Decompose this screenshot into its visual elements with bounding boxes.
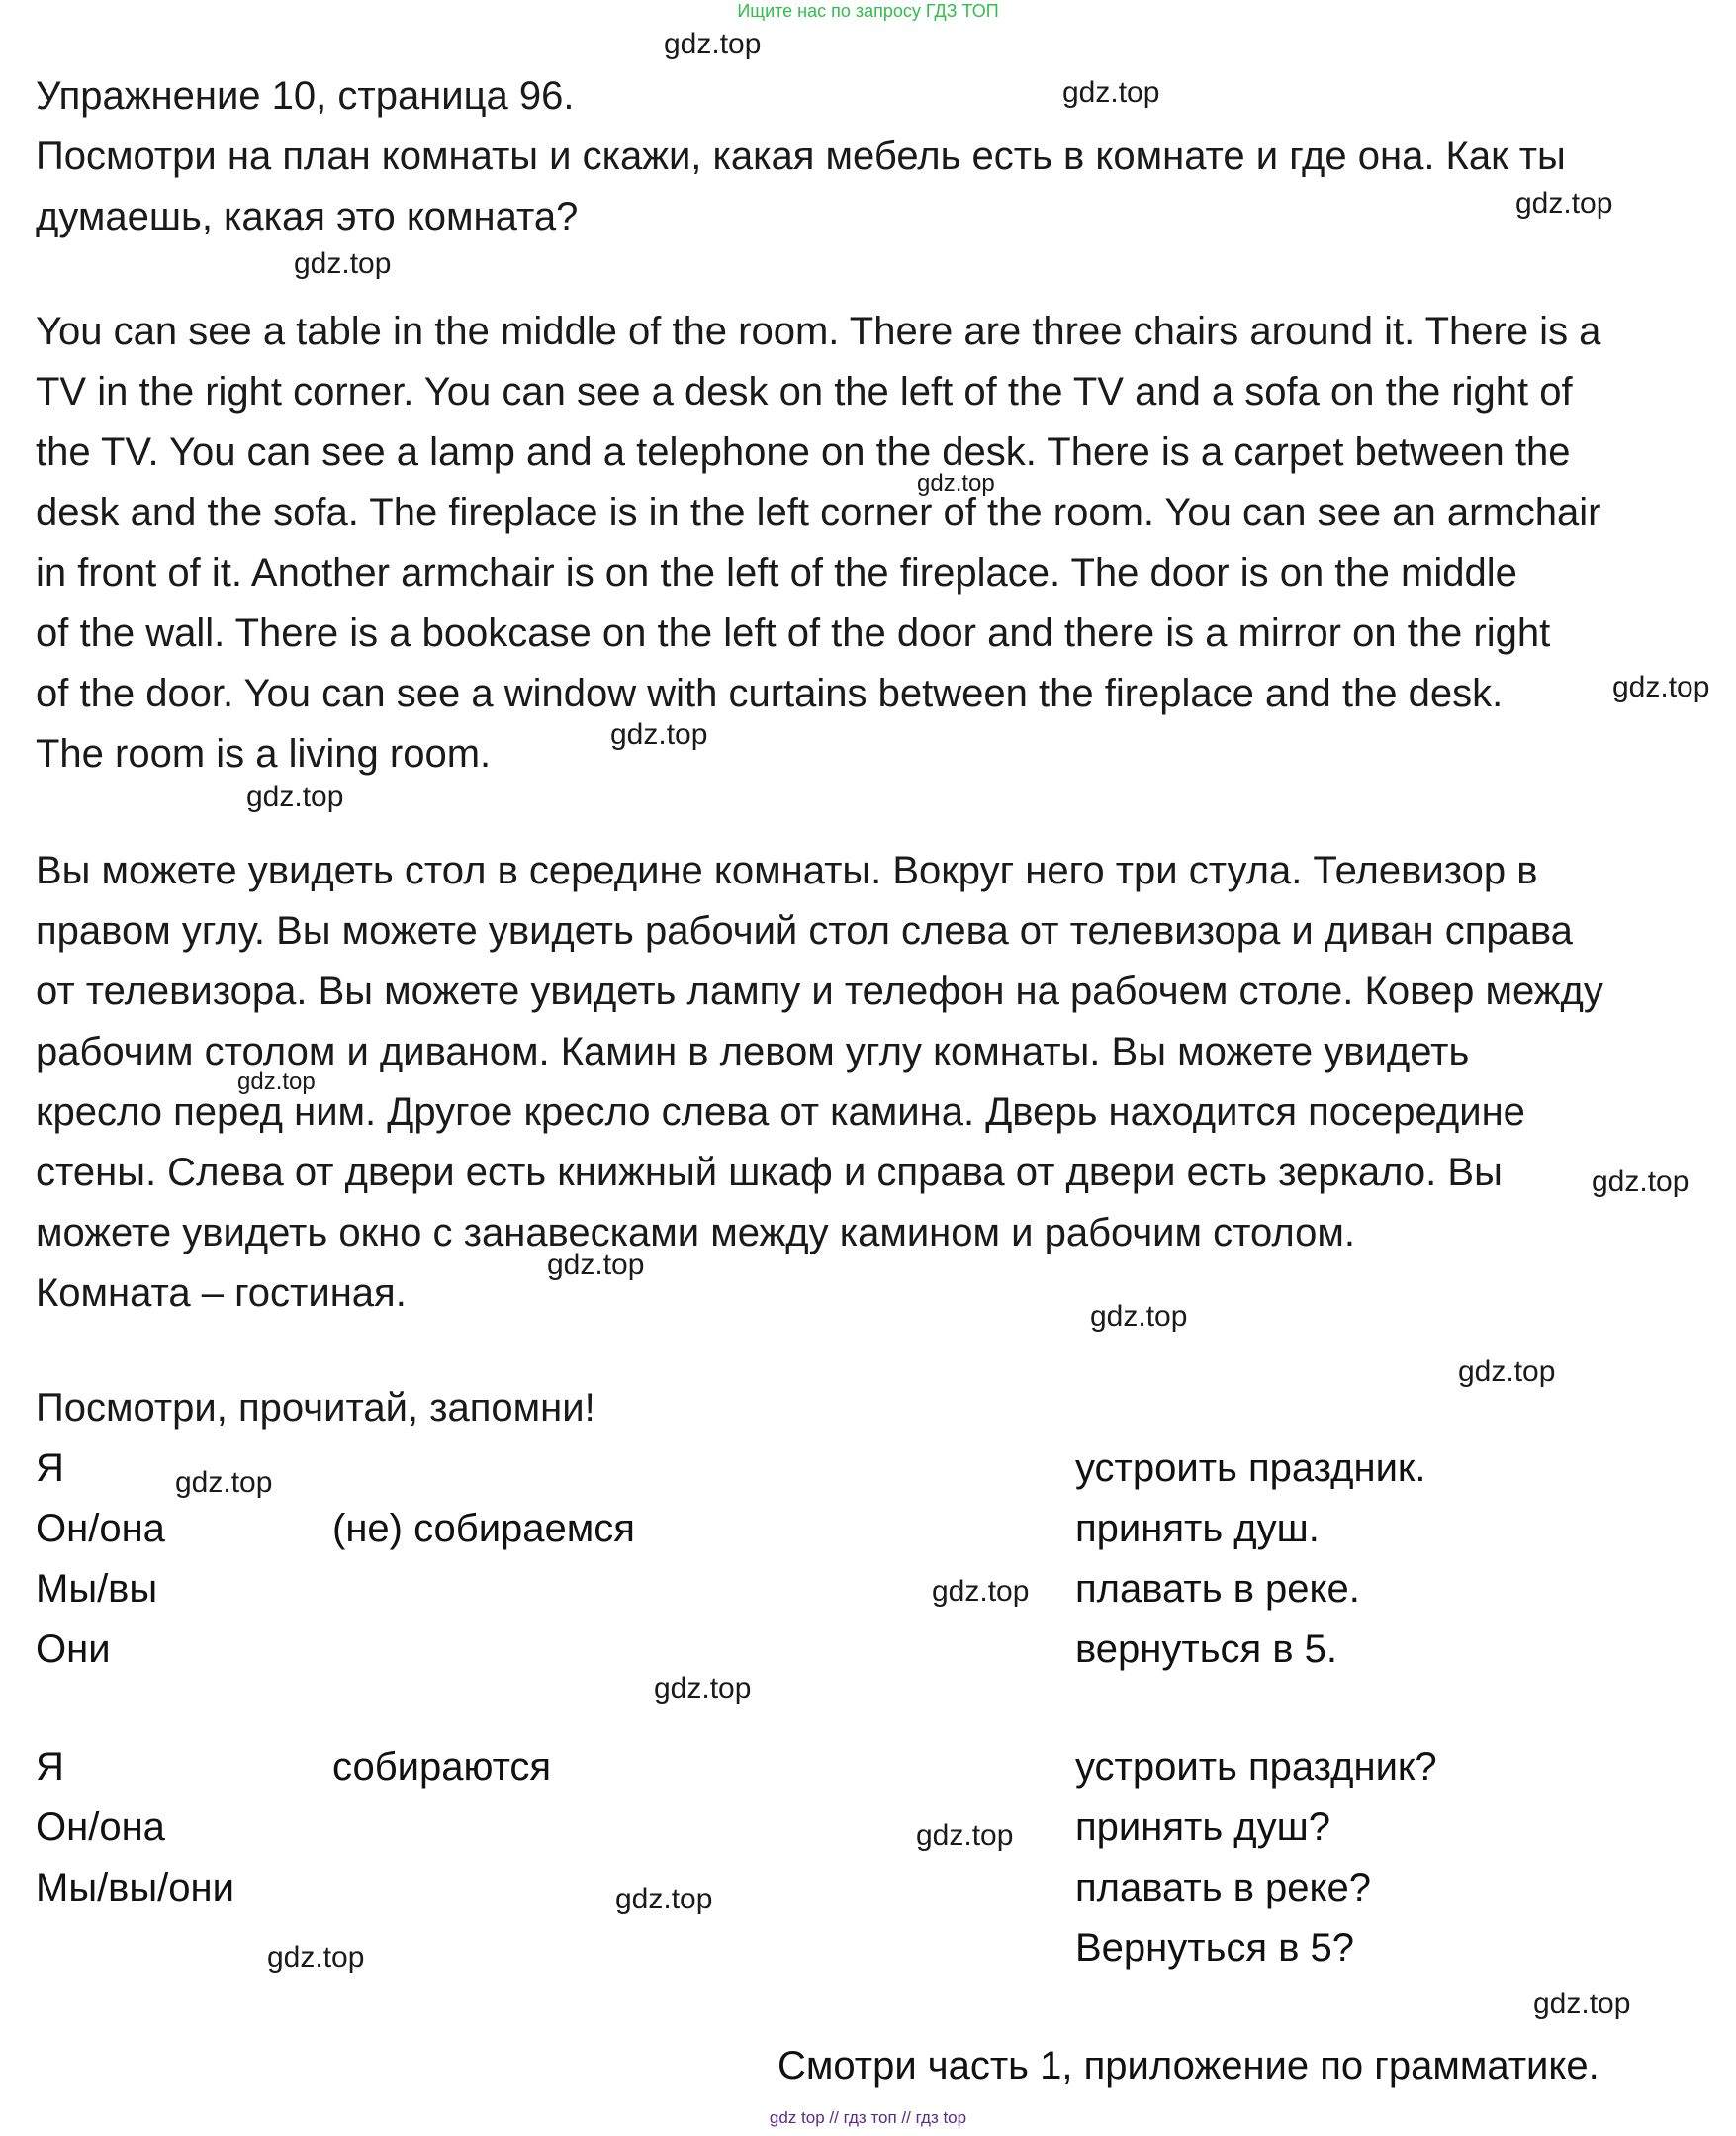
watermark: gdz.top: [932, 1575, 1030, 1608]
english-line: of the wall. There is a bookcase on the left of the door and there is a mirror on the right: [36, 611, 1551, 655]
grammar-action: плавать в реке.: [1075, 1567, 1360, 1611]
grammar-heading: Посмотри, прочитай, запомни!: [36, 1386, 595, 1430]
watermark: gdz.top: [664, 28, 762, 60]
watermark: gdz.top: [1515, 187, 1613, 220]
watermark: gdz.top: [1458, 1355, 1556, 1388]
grammar-subject: Мы/вы: [36, 1567, 158, 1611]
bottom-banner: gdz top // гдз топ // гдз top: [769, 2108, 967, 2127]
watermark: gdz.top: [916, 1819, 1014, 1852]
russian-line: Комната – гостиная.: [36, 1271, 407, 1315]
watermark: gdz.top: [1090, 1300, 1188, 1333]
grammar-action: плавать в реке?: [1075, 1866, 1371, 1909]
grammar-action: принять душ?: [1075, 1806, 1330, 1849]
watermark: gdz.top: [654, 1672, 752, 1705]
english-line: desk and the sofa. The fireplace is in the left corner of the room. You can see an armchair: [36, 491, 1601, 534]
russian-line: правом углу. Вы можете увидеть рабочий стол слева от телевизора и диван справа: [36, 909, 1573, 953]
grammar-action: устроить праздник.: [1075, 1446, 1426, 1490]
grammar-action: Вернуться в 5?: [1075, 1926, 1355, 1970]
english-line: The room is a living room.: [36, 732, 492, 776]
exercise-header: [36, 66, 1707, 247]
watermark: gdz.top: [175, 1466, 273, 1499]
grammar-subject: Я: [36, 1745, 64, 1789]
grammar-footer-note: Смотри часть 1, приложение по грамматике.: [777, 2044, 1599, 2088]
english-line: the TV. You can see a lamp and a telephone on the desk. There is a carpet between the: [36, 430, 1571, 474]
watermark: gdz.top: [615, 1883, 713, 1915]
top-banner: Ищите нас по запросу ГДЗ ТОП: [737, 1, 999, 21]
watermark: gdz.top: [267, 1941, 365, 1974]
grammar-subject: Он/она: [36, 1806, 165, 1849]
grammar-subject: Они: [36, 1627, 111, 1671]
english-line: TV in the right corner. You can see a desk on the left of the TV and a sofa on the right of: [36, 370, 1573, 414]
grammar-action: вернуться в 5.: [1075, 1627, 1338, 1671]
russian-line: кресло перед ним. Другое кресло слева от камина. Дверь находится посередине: [36, 1090, 1525, 1134]
watermark: gdz.top: [246, 781, 344, 813]
watermark: gdz.top: [1592, 1165, 1690, 1198]
watermark: gdz.top: [917, 470, 995, 497]
watermark: gdz.top: [1533, 1988, 1631, 2020]
english-answer: [36, 302, 1710, 785]
grammar-subject: Мы/вы/они: [36, 1866, 234, 1909]
russian-line: от телевизора. Вы можете увидеть лампу и телефон на рабочем столе. Ковер между: [36, 970, 1603, 1013]
page-title: Упражнение 10, страница 96.: [36, 74, 575, 118]
watermark: gdz.top: [1062, 76, 1160, 109]
russian-line: стены. Слева от двери есть книжный шкаф и справа от двери есть зеркало. Вы: [36, 1151, 1503, 1194]
watermark: gdz.top: [237, 1068, 316, 1095]
grammar-subject: Я: [36, 1446, 64, 1490]
watermark: gdz.top: [610, 718, 708, 751]
grammar-action: устроить праздник?: [1075, 1745, 1437, 1789]
english-line: in front of it. Another armchair is on the left of the fireplace. The door is on the middle: [36, 551, 1517, 595]
watermark: gdz.top: [547, 1249, 645, 1281]
grammar-subject: Он/она: [36, 1507, 165, 1550]
task-line-1: Посмотри на план комнаты и скажи, какая мебель есть в комнате и где она. Как ты: [36, 135, 1566, 178]
grammar-heading-block: [36, 1378, 1707, 1439]
russian-line: Вы можете увидеть стол в середине комнаты. Вокруг него три стула. Телевизор в: [36, 849, 1538, 892]
watermark: gdz.top: [1612, 671, 1710, 703]
grammar-verb: (не) собираемся: [332, 1507, 635, 1550]
english-line: You can see a table in the middle of the room. There are three chairs around it. There is a: [36, 310, 1601, 353]
russian-line: можете увидеть окно с занавесками между камином и рабочим столом.: [36, 1211, 1356, 1254]
english-line: of the door. You can see a window with curtains between the fireplace and the desk.: [36, 672, 1504, 715]
watermark: gdz.top: [294, 247, 392, 280]
russian-line: рабочим столом и диваном. Камин в левом углу комнаты. Вы можете увидеть: [36, 1030, 1470, 1073]
grammar-action: принять душ.: [1075, 1507, 1320, 1550]
grammar-verb: собираются: [332, 1745, 552, 1789]
task-line-2: думаешь, какая это комната?: [36, 195, 579, 238]
